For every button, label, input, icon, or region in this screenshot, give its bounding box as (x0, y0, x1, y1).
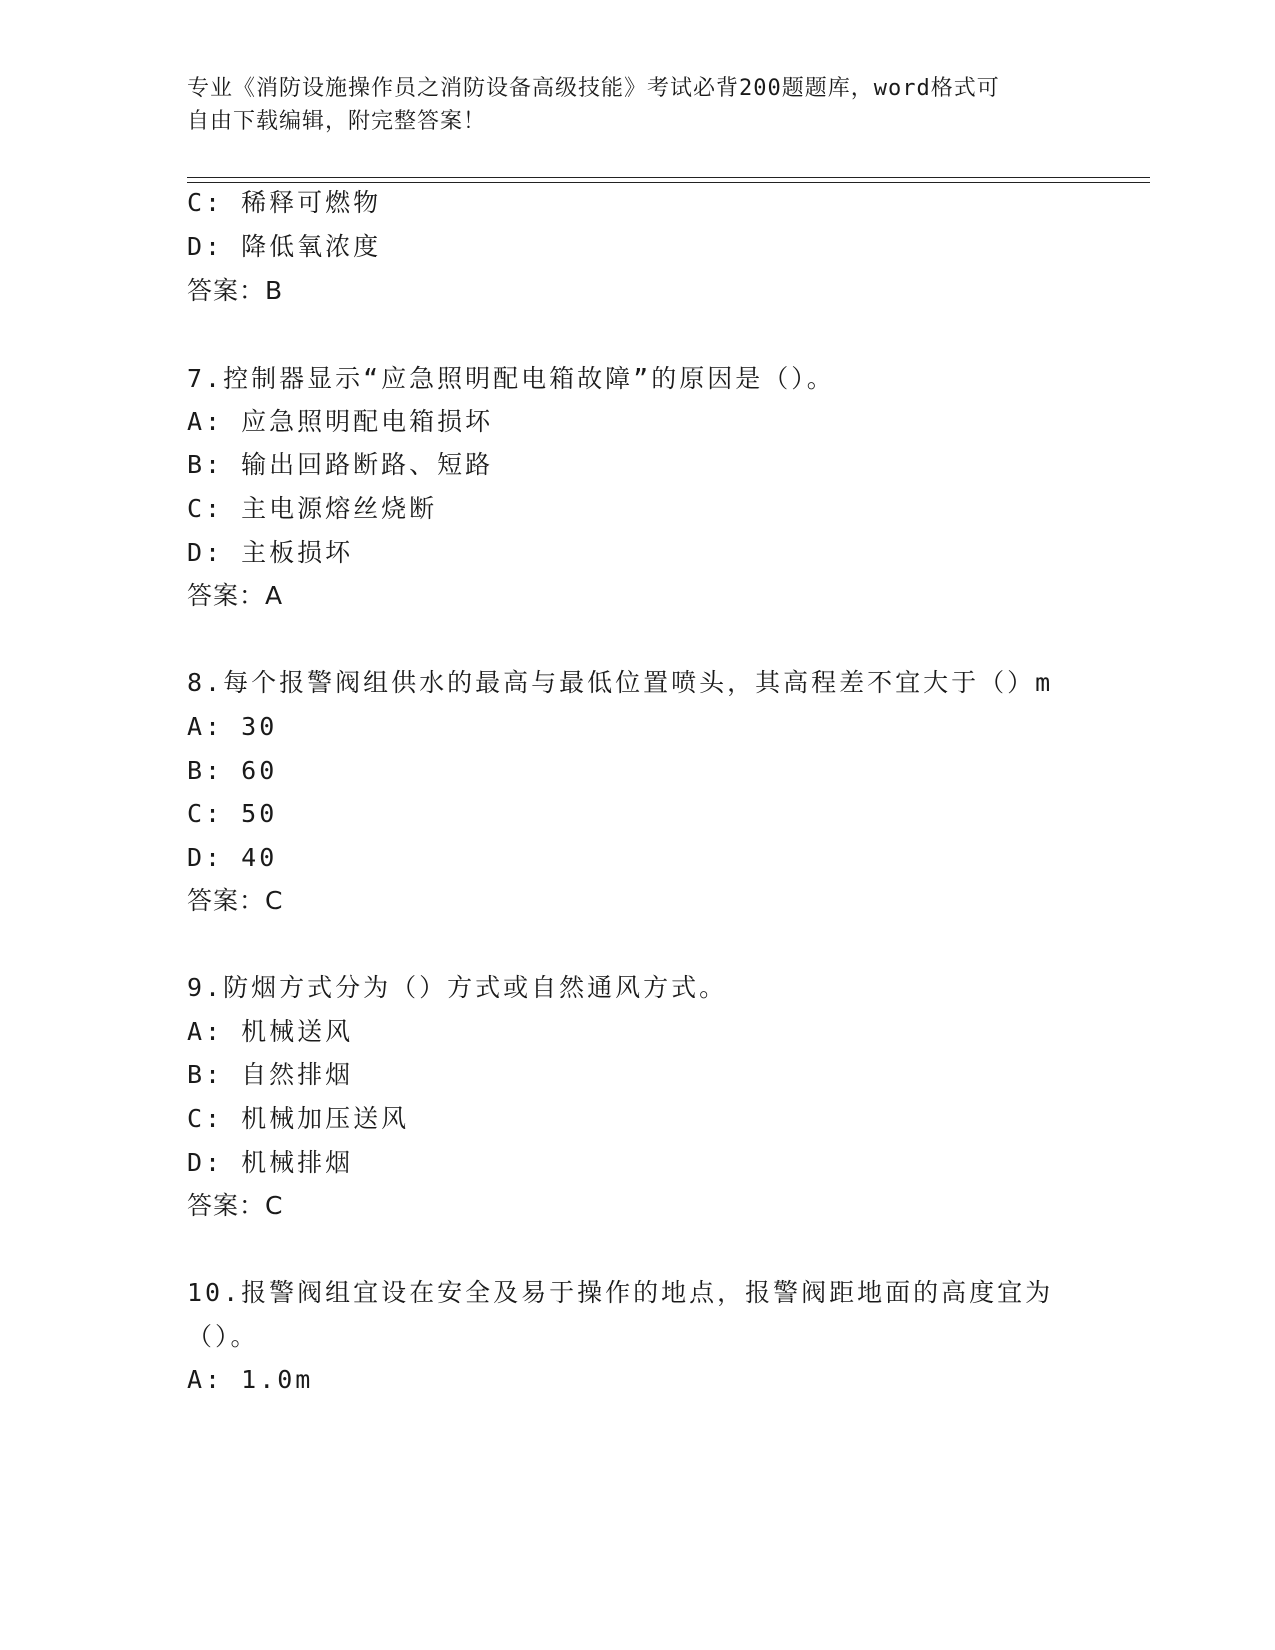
header-divider (187, 177, 1150, 183)
q9-option-a: A: 机械送风 (187, 1017, 354, 1046)
q10-question-line-2: （）。 (187, 1322, 259, 1351)
q6-answer: 答案：B (187, 276, 284, 305)
q7-answer: 答案：A (187, 581, 284, 610)
q10-option-a: A: 1.0m (187, 1365, 314, 1394)
q8-option-b: B: 60 (187, 756, 278, 785)
q9-question: 9.防烟方式分为（）方式或自然通风方式。 (187, 973, 728, 1002)
q6-option-c: C: 稀释可燃物 (187, 188, 382, 217)
q7-question: 7.控制器显示“应急照明配电箱故障”的原因是（）。 (187, 364, 835, 393)
document-header (187, 72, 1087, 138)
q9-option-d: D: 机械排烟 (187, 1148, 354, 1177)
q8-option-a: A: 30 (187, 712, 278, 741)
q8-option-c: C: 50 (187, 799, 278, 828)
q6-option-d: D: 降低氧浓度 (187, 232, 382, 261)
header-line-2: 自由下载编辑，附完整答案！ (187, 109, 487, 134)
q9-option-c: C: 机械加压送风 (187, 1104, 410, 1133)
q8-question: 8.每个报警阀组供水的最高与最低位置喷头，其高程差不宜大于（）m (187, 668, 1054, 697)
header-line-1: 专业《消防设施操作员之消防设备高级技能》考试必背200题题库，word格式可 (187, 76, 1000, 101)
q8-option-d: D: 40 (187, 843, 278, 872)
q9-answer: 答案：C (187, 1191, 284, 1220)
q10-question-line-1: 10.报警阀组宜设在安全及易于操作的地点，报警阀距地面的高度宜为 (187, 1278, 1054, 1307)
q8-answer: 答案：C (187, 886, 284, 915)
q7-option-d: D: 主板损坏 (187, 538, 354, 567)
q9-option-b: B: 自然排烟 (187, 1060, 354, 1089)
q7-option-b: B: 输出回路断路、短路 (187, 450, 494, 479)
q7-option-c: C: 主电源熔丝烧断 (187, 494, 438, 523)
q7-option-a: A: 应急照明配电箱损坏 (187, 407, 494, 436)
